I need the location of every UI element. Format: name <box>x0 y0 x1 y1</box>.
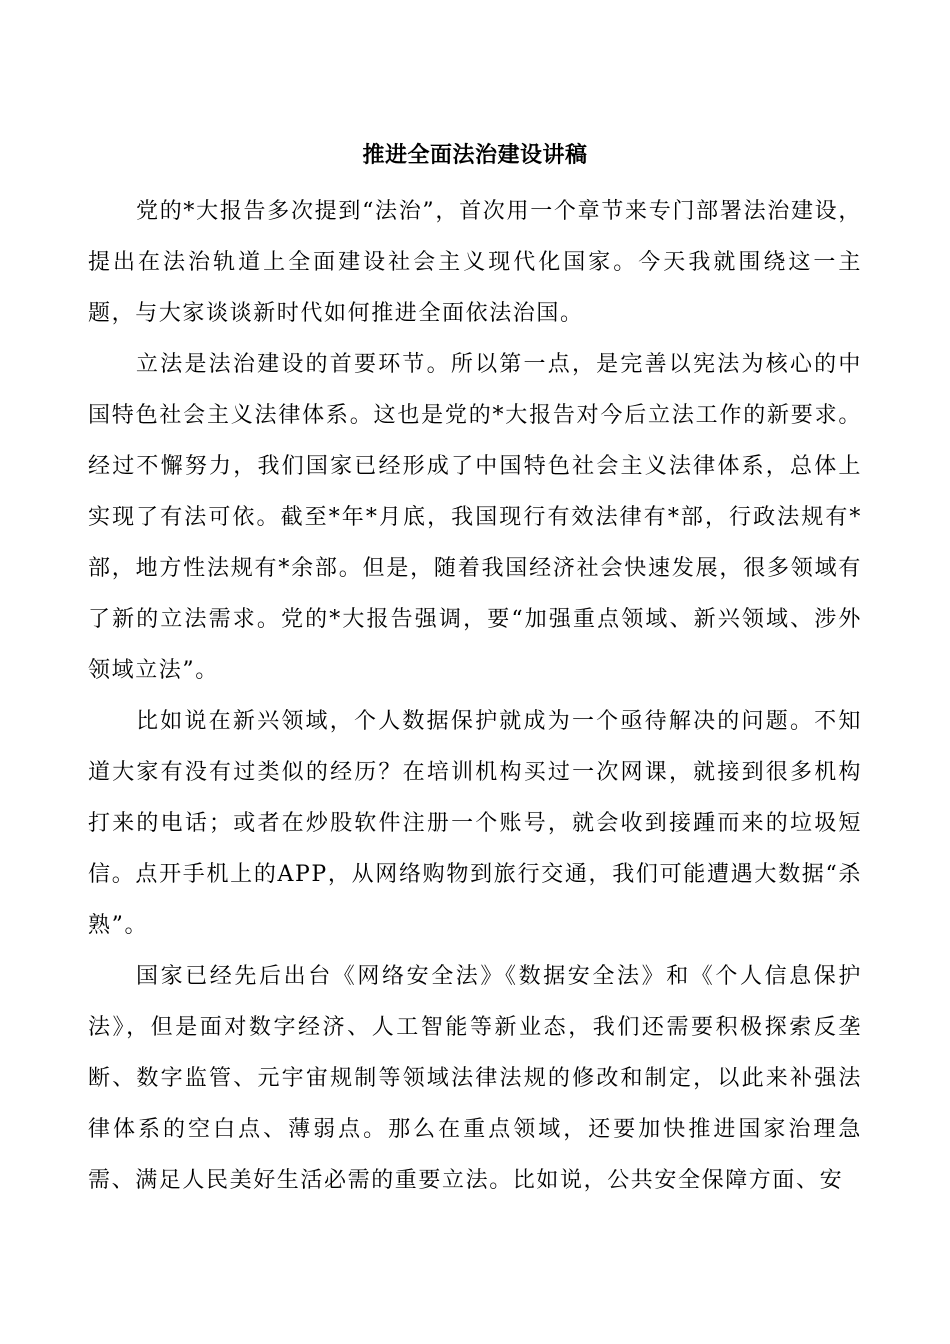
document-body <box>88 186 862 1206</box>
paragraph-4: 国家已经先后出台《网络安全法》《数据安全法》和《个人信息保护法》，但是面对数字经济、人工智能等新业态，我们还需要积极探索反垄断、数字监管、元宇宙规制等领域法律法规的修改和制定，以此来补强法律体系的空白点、薄弱点。那么在重点领域，还要加快推进国家治理急需、满足人民美好生活必需的重要立法。比如说，公共安全保障方面、安 <box>88 964 862 1193</box>
paragraph-2: 立法是法治建设的首要环节。所以第一点，是完善以宪法为核心的中国特色社会主义法律体系。这也是党的*大报告对今后立法工作的新要求。经过不懈努力，我们国家已经形成了中国特色社会主义法律体系，总体上实现了有法可依。截至*年*月底，我国现行有效法律有*部，行政法规有*部，地方性法规有*余部。但是，随着我国经济社会快速发展，很多领域有了新的立法需求。党的*大报告强调，要“加强重点领域、新兴领域、涉外领域立法”。 <box>88 352 862 683</box>
document-title: 推进全面法治建设讲稿 <box>362 143 588 168</box>
paragraph-1: 党的*大报告多次提到“法治”，首次用一个章节来专门部署法治建设，提出在法治轨道上全面建设社会主义现代化国家。今天我就围绕这一主题，与大家谈谈新时代如何推进全面依法治国。 <box>88 199 862 326</box>
paragraph-3: 比如说在新兴领域，个人数据保护就成为一个亟待解决的问题。不知道大家有没有过类似的经历？在培训机构买过一次网课，就接到很多机构打来的电话；或者在炒股软件注册一个账号，就会收到接踵而来的垃圾短信。点开手机上的APP，从网络购物到旅行交通，我们可能遭遇大数据“杀熟”。 <box>88 709 862 938</box>
